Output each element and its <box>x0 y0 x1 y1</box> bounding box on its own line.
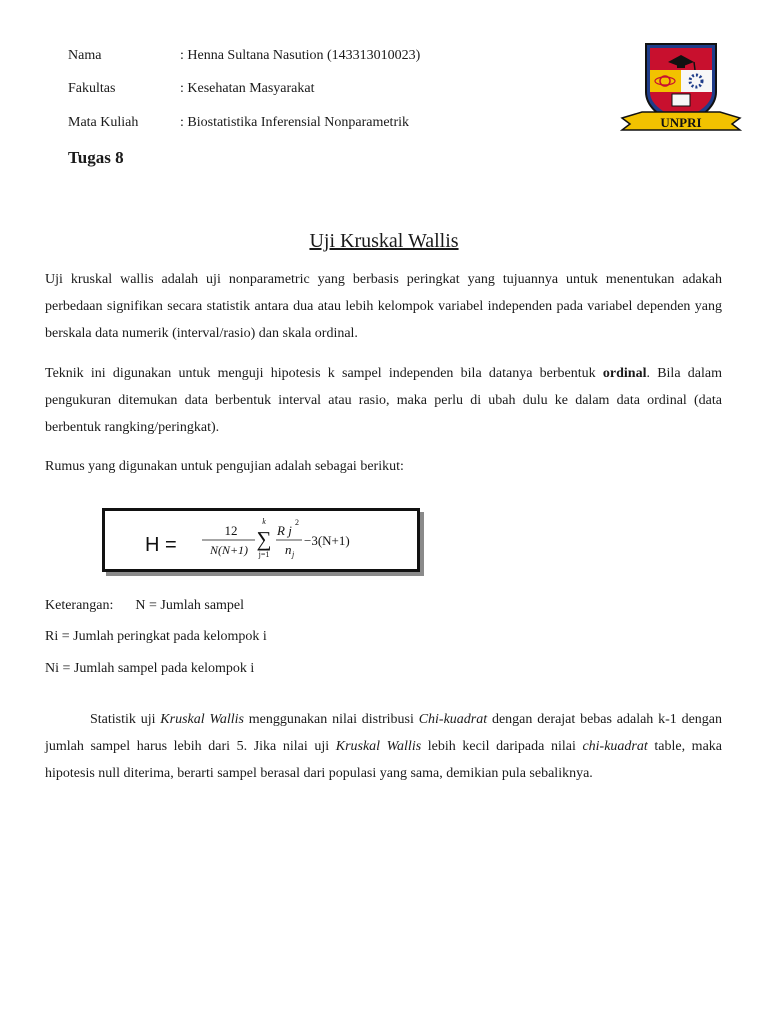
emphasis-term: Chi-kuadrat <box>418 712 488 727</box>
formula-denominator: N(N+1) <box>209 543 249 557</box>
paragraph-formula-intro: Rumus yang digunakan untuk pengujian adalah sebagai berikut: <box>45 459 404 474</box>
paragraph-text: table, maka hipotesis null diterima, berarti sampel berasal dari populasi yang sama, demikian pula sebaliknya. <box>45 739 723 781</box>
paragraph-text: dengan derajat bebas adalah k-1 dengan jumlah sampel harus lebih dari 5. Jika nilai uji <box>45 712 722 754</box>
paragraph-text: lebih kecil daripada nilai <box>421 739 583 754</box>
university-logo <box>620 40 742 136</box>
page-title: Uji Kruskal Wallis <box>309 230 459 252</box>
paragraph-technique <box>45 360 722 441</box>
legend-n-definition: N = Jumlah sampel <box>135 598 245 613</box>
formula-box <box>102 508 420 572</box>
emphasis-term: Kruskal Wallis <box>160 712 244 727</box>
emphasis-term: chi-kuadrat <box>582 739 648 754</box>
info-value: : Henna Sultana Nasution (143313010023) <box>180 48 421 63</box>
legend-label: Keterangan: <box>45 598 114 613</box>
legend-n <box>45 598 244 614</box>
sum-upper-limit: k <box>262 517 266 526</box>
term-exponent: 2 <box>295 518 299 527</box>
paragraph-text: menggunakan nilai distribusi <box>243 712 419 727</box>
term-denominator-subscript: j <box>292 550 295 559</box>
formula-tail: −3(N+1) <box>304 533 350 548</box>
legend-ni: Ni = Jumlah sampel pada kelompok i <box>45 661 255 676</box>
info-label: Fakultas <box>68 81 116 96</box>
logo-text: UNPRI <box>660 115 702 130</box>
paragraph-text: . Bila dalam pengukuran ditemukan data berbentuk interval atau rasio, maka perlu di ubah dulu ke dalam data ordinal (data berbentuk rangking/peringkat). <box>45 366 722 435</box>
info-value: : Kesehatan Masyarakat <box>180 81 315 96</box>
legend-ri: Ri = Jumlah peringkat pada kelompok i <box>45 629 267 644</box>
emphasis-term: Kruskal Wallis <box>335 739 422 754</box>
paragraph-text: Statistik uji <box>90 712 161 727</box>
info-label: Nama <box>68 48 102 63</box>
info-label: Mata Kuliah <box>68 115 139 130</box>
task-heading: Tugas 8 <box>68 148 124 167</box>
term-numerator: R j <box>277 523 292 538</box>
sum-lower-limit: j=1 <box>258 550 270 559</box>
term-denominator: n <box>285 542 292 557</box>
info-value: : Biostatistika Inferensial Nonparametrik <box>180 115 409 130</box>
formula-numerator: 12 <box>224 523 238 538</box>
emphasis-ordinal: ordinal <box>602 366 647 381</box>
paragraph-conclusion <box>45 706 722 787</box>
kruskal-wallis-formula <box>105 511 417 569</box>
summation-symbol: ∑ <box>256 527 272 551</box>
paragraph-definition: Uji kruskal wallis adalah uji nonparametric yang berbasis peringkat yang tujuannya untuk menentukan adakah perbedaan signifikan secara statistik antara dua atau lebih kelompok variabel independen pada variabel dependen yang berskala data numerik (interval/rasio) dan skala ordinal. <box>45 272 722 341</box>
formula-lhs: H = <box>145 534 177 556</box>
paragraph-text: Teknik ini digunakan untuk menguji hipotesis k sampel independen bila datanya berbentuk <box>45 366 603 381</box>
